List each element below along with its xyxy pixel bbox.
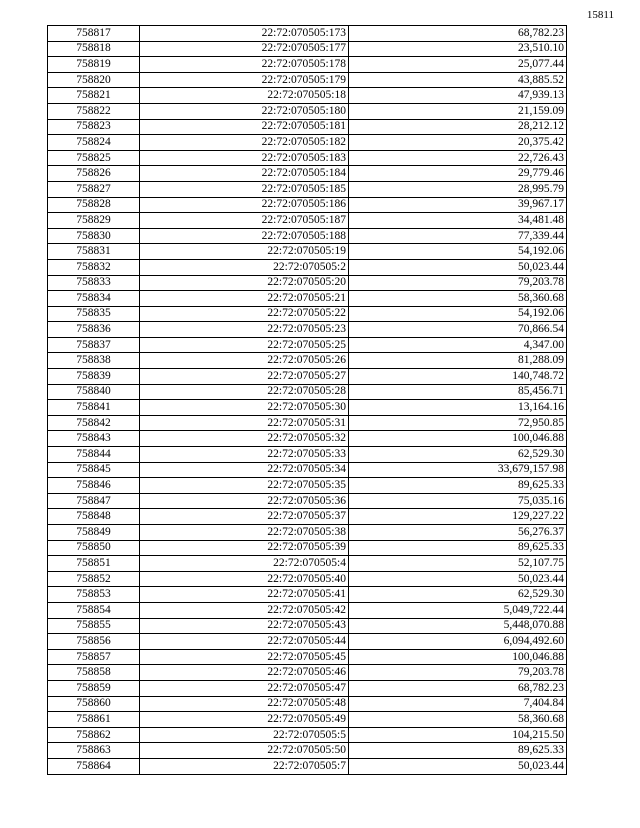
- cadastral-number-cell: 22:72:070505:46: [140, 665, 349, 681]
- data-table: [47, 25, 567, 775]
- cadastral-number-cell: 22:72:070505:30: [140, 400, 349, 416]
- value-cell: 20,375.42: [349, 135, 567, 151]
- cadastral-number-cell: 22:72:070505:38: [140, 525, 349, 541]
- table-row: [48, 228, 567, 244]
- cadastral-number-cell: 22:72:070505:178: [140, 57, 349, 73]
- cadastral-number-cell: 22:72:070505:48: [140, 696, 349, 712]
- value-cell: 77,339.44: [349, 228, 567, 244]
- row-number-cell: 758840: [48, 384, 140, 400]
- cadastral-number-cell: 22:72:070505:7: [140, 758, 349, 774]
- cadastral-number-cell: 22:72:070505:28: [140, 384, 349, 400]
- table-row: [48, 26, 567, 42]
- value-cell: 79,203.78: [349, 665, 567, 681]
- cadastral-number-cell: 22:72:070505:188: [140, 228, 349, 244]
- cadastral-number-cell: 22:72:070505:31: [140, 415, 349, 431]
- table-row: [48, 665, 567, 681]
- cadastral-number-cell: 22:72:070505:22: [140, 306, 349, 322]
- row-number-cell: 758822: [48, 103, 140, 119]
- value-cell: 22,726.43: [349, 150, 567, 166]
- table-row: [48, 447, 567, 463]
- value-cell: 89,625.33: [349, 478, 567, 494]
- table-row: [48, 634, 567, 650]
- row-number-cell: 758828: [48, 197, 140, 213]
- row-number-cell: 758856: [48, 634, 140, 650]
- value-cell: 70,866.54: [349, 322, 567, 338]
- cadastral-number-cell: 22:72:070505:41: [140, 587, 349, 603]
- value-cell: 72,950.85: [349, 415, 567, 431]
- table-row: [48, 259, 567, 275]
- cadastral-number-cell: 22:72:070505:5: [140, 727, 349, 743]
- value-cell: 7,404.84: [349, 696, 567, 712]
- value-cell: 5,049,722.44: [349, 602, 567, 618]
- row-number-cell: 758849: [48, 525, 140, 541]
- cadastral-number-cell: 22:72:070505:173: [140, 26, 349, 42]
- page-number: 15811: [586, 9, 614, 21]
- table-row: [48, 712, 567, 728]
- value-cell: 54,192.06: [349, 306, 567, 322]
- table-row: [48, 384, 567, 400]
- table-row: [48, 181, 567, 197]
- row-number-cell: 758838: [48, 353, 140, 369]
- value-cell: 129,227.22: [349, 509, 567, 525]
- cadastral-number-cell: 22:72:070505:39: [140, 540, 349, 556]
- table-row: [48, 618, 567, 634]
- table-row: [48, 166, 567, 182]
- cadastral-number-cell: 22:72:070505:27: [140, 369, 349, 385]
- value-cell: 29,779.46: [349, 166, 567, 182]
- value-cell: 6,094,492.60: [349, 634, 567, 650]
- row-number-cell: 758832: [48, 259, 140, 275]
- row-number-cell: 758833: [48, 275, 140, 291]
- table-row: [48, 400, 567, 416]
- cadastral-number-cell: 22:72:070505:184: [140, 166, 349, 182]
- table-row: [48, 540, 567, 556]
- value-cell: 58,360.68: [349, 712, 567, 728]
- table-row: [48, 135, 567, 151]
- row-number-cell: 758846: [48, 478, 140, 494]
- table-row: [48, 103, 567, 119]
- table-row: [48, 88, 567, 104]
- cadastral-number-cell: 22:72:070505:180: [140, 103, 349, 119]
- value-cell: 13,164.16: [349, 400, 567, 416]
- row-number-cell: 758850: [48, 540, 140, 556]
- value-cell: 89,625.33: [349, 743, 567, 759]
- row-number-cell: 758837: [48, 337, 140, 353]
- cadastral-number-cell: 22:72:070505:177: [140, 41, 349, 57]
- table-row: [48, 369, 567, 385]
- row-number-cell: 758861: [48, 712, 140, 728]
- row-number-cell: 758841: [48, 400, 140, 416]
- table-row: [48, 41, 567, 57]
- row-number-cell: 758851: [48, 556, 140, 572]
- row-number-cell: 758831: [48, 244, 140, 260]
- row-number-cell: 758847: [48, 493, 140, 509]
- value-cell: 68,782.23: [349, 680, 567, 696]
- cadastral-number-cell: 22:72:070505:26: [140, 353, 349, 369]
- cadastral-number-cell: 22:72:070505:37: [140, 509, 349, 525]
- cadastral-number-cell: 22:72:070505:25: [140, 337, 349, 353]
- table-row: [48, 337, 567, 353]
- cadastral-number-cell: 22:72:070505:35: [140, 478, 349, 494]
- row-number-cell: 758829: [48, 213, 140, 229]
- cadastral-number-cell: 22:72:070505:43: [140, 618, 349, 634]
- table-row: [48, 244, 567, 260]
- value-cell: 50,023.44: [349, 571, 567, 587]
- table-row: [48, 462, 567, 478]
- table-row: [48, 696, 567, 712]
- table-row: [48, 150, 567, 166]
- row-number-cell: 758820: [48, 72, 140, 88]
- row-number-cell: 758834: [48, 291, 140, 307]
- row-number-cell: 758860: [48, 696, 140, 712]
- table-row: [48, 571, 567, 587]
- table-row: [48, 758, 567, 774]
- cadastral-number-cell: 22:72:070505:42: [140, 602, 349, 618]
- row-number-cell: 758843: [48, 431, 140, 447]
- table-row: [48, 680, 567, 696]
- value-cell: 81,288.09: [349, 353, 567, 369]
- row-number-cell: 758862: [48, 727, 140, 743]
- value-cell: 4,347.00: [349, 337, 567, 353]
- cadastral-number-cell: 22:72:070505:36: [140, 493, 349, 509]
- cadastral-number-cell: 22:72:070505:18: [140, 88, 349, 104]
- value-cell: 68,782.23: [349, 26, 567, 42]
- value-cell: 28,212.12: [349, 119, 567, 135]
- value-cell: 85,456.71: [349, 384, 567, 400]
- table-row: [48, 213, 567, 229]
- row-number-cell: 758825: [48, 150, 140, 166]
- value-cell: 33,679,157.98: [349, 462, 567, 478]
- value-cell: 104,215.50: [349, 727, 567, 743]
- cadastral-number-cell: 22:72:070505:4: [140, 556, 349, 572]
- row-number-cell: 758830: [48, 228, 140, 244]
- table-row: [48, 72, 567, 88]
- table-row: [48, 525, 567, 541]
- row-number-cell: 758863: [48, 743, 140, 759]
- value-cell: 140,748.72: [349, 369, 567, 385]
- cadastral-number-cell: 22:72:070505:49: [140, 712, 349, 728]
- cadastral-number-cell: 22:72:070505:181: [140, 119, 349, 135]
- row-number-cell: 758839: [48, 369, 140, 385]
- table-row: [48, 275, 567, 291]
- value-cell: 43,885.52: [349, 72, 567, 88]
- row-number-cell: 758859: [48, 680, 140, 696]
- row-number-cell: 758824: [48, 135, 140, 151]
- table-row: [48, 415, 567, 431]
- table-row: [48, 649, 567, 665]
- cadastral-number-cell: 22:72:070505:44: [140, 634, 349, 650]
- table-row: [48, 57, 567, 73]
- row-number-cell: 758821: [48, 88, 140, 104]
- row-number-cell: 758857: [48, 649, 140, 665]
- table-row: [48, 587, 567, 603]
- value-cell: 23,510.10: [349, 41, 567, 57]
- row-number-cell: 758864: [48, 758, 140, 774]
- cadastral-number-cell: 22:72:070505:19: [140, 244, 349, 260]
- row-number-cell: 758826: [48, 166, 140, 182]
- cadastral-number-cell: 22:72:070505:183: [140, 150, 349, 166]
- value-cell: 28,995.79: [349, 181, 567, 197]
- cadastral-number-cell: 22:72:070505:47: [140, 680, 349, 696]
- row-number-cell: 758823: [48, 119, 140, 135]
- row-number-cell: 758852: [48, 571, 140, 587]
- cadastral-number-cell: 22:72:070505:186: [140, 197, 349, 213]
- row-number-cell: 758827: [48, 181, 140, 197]
- table-row: [48, 353, 567, 369]
- value-cell: 79,203.78: [349, 275, 567, 291]
- value-cell: 50,023.44: [349, 758, 567, 774]
- cadastral-number-cell: 22:72:070505:45: [140, 649, 349, 665]
- row-number-cell: 758853: [48, 587, 140, 603]
- table-row: [48, 322, 567, 338]
- row-number-cell: 758858: [48, 665, 140, 681]
- cadastral-number-cell: 22:72:070505:185: [140, 181, 349, 197]
- value-cell: 75,035.16: [349, 493, 567, 509]
- row-number-cell: 758836: [48, 322, 140, 338]
- row-number-cell: 758844: [48, 447, 140, 463]
- value-cell: 54,192.06: [349, 244, 567, 260]
- table-row: [48, 478, 567, 494]
- cadastral-number-cell: 22:72:070505:21: [140, 291, 349, 307]
- value-cell: 25,077.44: [349, 57, 567, 73]
- table-row: [48, 119, 567, 135]
- table-row: [48, 306, 567, 322]
- table-row: [48, 556, 567, 572]
- value-cell: 100,046.88: [349, 431, 567, 447]
- value-cell: 62,529.30: [349, 447, 567, 463]
- cadastral-number-cell: 22:72:070505:179: [140, 72, 349, 88]
- table-row: [48, 602, 567, 618]
- cadastral-number-cell: 22:72:070505:40: [140, 571, 349, 587]
- table-row: [48, 197, 567, 213]
- cadastral-number-cell: 22:72:070505:23: [140, 322, 349, 338]
- table-body: [48, 26, 567, 775]
- value-cell: 47,939.13: [349, 88, 567, 104]
- value-cell: 58,360.68: [349, 291, 567, 307]
- value-cell: 5,448,070.88: [349, 618, 567, 634]
- value-cell: 21,159.09: [349, 103, 567, 119]
- table-row: [48, 743, 567, 759]
- value-cell: 34,481.48: [349, 213, 567, 229]
- value-cell: 89,625.33: [349, 540, 567, 556]
- cadastral-number-cell: 22:72:070505:33: [140, 447, 349, 463]
- row-number-cell: 758854: [48, 602, 140, 618]
- row-number-cell: 758835: [48, 306, 140, 322]
- row-number-cell: 758845: [48, 462, 140, 478]
- value-cell: 62,529.30: [349, 587, 567, 603]
- cadastral-number-cell: 22:72:070505:187: [140, 213, 349, 229]
- table-row: [48, 493, 567, 509]
- row-number-cell: 758819: [48, 57, 140, 73]
- value-cell: 56,276.37: [349, 525, 567, 541]
- cadastral-number-cell: 22:72:070505:34: [140, 462, 349, 478]
- table-row: [48, 727, 567, 743]
- cadastral-number-cell: 22:72:070505:32: [140, 431, 349, 447]
- value-cell: 50,023.44: [349, 259, 567, 275]
- cadastral-number-cell: 22:72:070505:2: [140, 259, 349, 275]
- value-cell: 52,107.75: [349, 556, 567, 572]
- cadastral-number-cell: 22:72:070505:50: [140, 743, 349, 759]
- row-number-cell: 758842: [48, 415, 140, 431]
- table-row: [48, 509, 567, 525]
- value-cell: 39,967.17: [349, 197, 567, 213]
- cadastral-number-cell: 22:72:070505:20: [140, 275, 349, 291]
- table-row: [48, 431, 567, 447]
- row-number-cell: 758817: [48, 26, 140, 42]
- row-number-cell: 758818: [48, 41, 140, 57]
- row-number-cell: 758855: [48, 618, 140, 634]
- table-row: [48, 291, 567, 307]
- cadastral-number-cell: 22:72:070505:182: [140, 135, 349, 151]
- row-number-cell: 758848: [48, 509, 140, 525]
- value-cell: 100,046.88: [349, 649, 567, 665]
